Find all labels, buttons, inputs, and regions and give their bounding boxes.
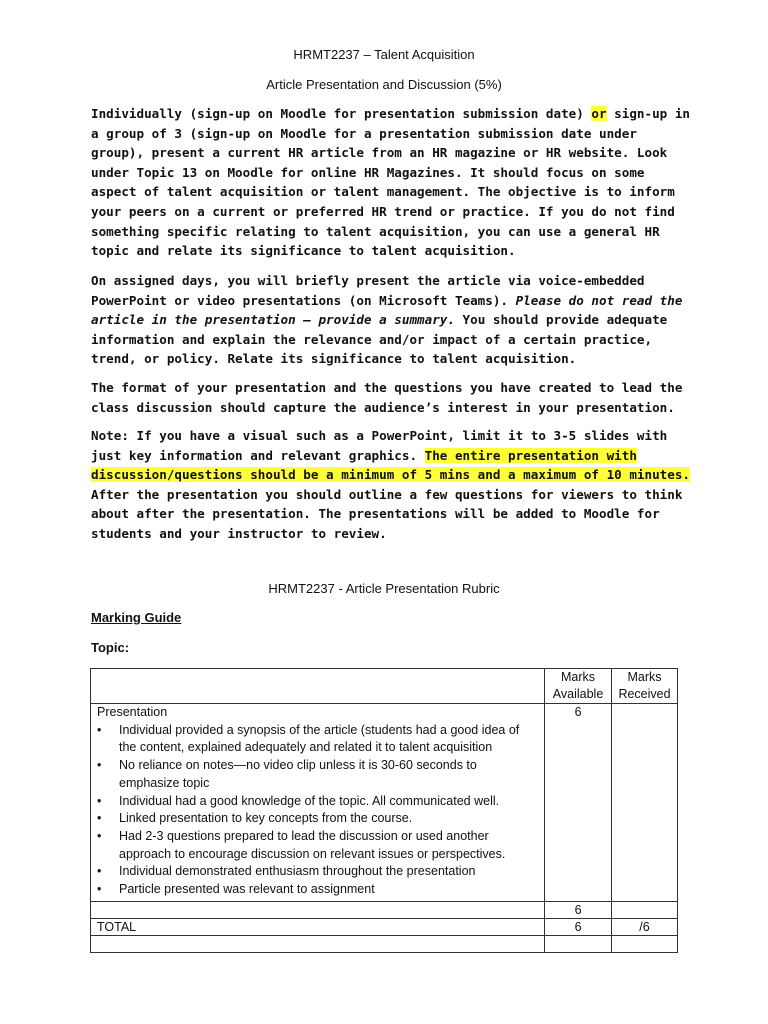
section-marks-available: 6 xyxy=(545,704,612,902)
rubric-header-row xyxy=(91,669,678,704)
presentation-criteria-cell xyxy=(91,704,545,902)
section-label: Presentation xyxy=(97,705,168,719)
total-row xyxy=(91,918,678,935)
topic-label: Topic: xyxy=(91,640,130,655)
list-item: • Individual provided a synopsis of the article (students had a good idea of the content, explained adequately and related it to talent acquisition xyxy=(119,722,538,757)
subtotal-row xyxy=(91,901,678,918)
total-received: /6 xyxy=(612,918,678,935)
blank-cell xyxy=(545,935,612,952)
subtotal-label-cell xyxy=(91,901,545,918)
highlighted-duration: The entire presentation with discussion/questions should be a minimum of 5 mins and a maximum of 10 minutes. xyxy=(91,447,690,483)
total-available: 6 xyxy=(545,918,612,935)
list-item: • Individual demonstrated enthusiasm throughout the presentation xyxy=(119,863,538,881)
list-item: • Linked presentation to key concepts from the course. xyxy=(119,810,538,828)
course-title: HRMT2237 – Talent Acquisition xyxy=(293,47,475,62)
rubric-title: HRMT2237 - Article Presentation Rubric xyxy=(268,581,500,596)
list-item: • Had 2-3 questions prepared to lead the discussion or used another approach to encourage discussion on relevant issues or perspectives. xyxy=(119,828,538,863)
blank-cell xyxy=(91,935,545,952)
section-marks-received xyxy=(612,704,678,902)
instructions-paragraph-2: On assigned days, you will briefly present the article via voice-embedded PowerPoint or video presentations (on Microsoft Teams). Please do not read the article in the presentation – provide a summary. You should provide adequate information and explain the relevance and/or impact of a certain practice, trend, or policy. Relate its significance to talent acquisition. xyxy=(91,273,683,367)
instructions-paragraph-4: Note: If you have a visual such as a PowerPoint, limit it to 3-5 slides with just key information and relevant graphics. The entire presentation with discussion/questions should be a minimum of 5 mins and a maximum of 10 minutes. After the presentation you should outline a few questions for viewers to think about after the presentation. The presentations will be added to Moodle for students and your instructor to review. xyxy=(91,428,690,541)
marking-guide-heading: Marking Guide xyxy=(91,610,182,625)
list-item: • Particle presented was relevant to assignment xyxy=(119,881,538,899)
marks-available-header: Marks Available xyxy=(545,669,612,704)
assignment-title: Article Presentation and Discussion (5%) xyxy=(266,77,502,92)
instructions-paragraph-1: Individually (sign-up on Moodle for presentation submission date) or sign-up in a group of 3 (sign-up on Moodle for a presentation submission date under group), present a current HR article from an HR magazine or HR website. Look under Topic 13 on Moodle for online HR Magazines. It should focus on some aspect of talent acquisition or talent management. The objective is to inform your peers on a current or preferred HR trend or practice. If you do not find something specific relating to talent acquisition, you can use a general HR topic and relate its significance to talent acquisition. xyxy=(91,106,690,259)
presentation-row xyxy=(91,704,678,902)
criteria-header-cell xyxy=(91,669,545,704)
criteria-list xyxy=(97,722,538,899)
list-item: • No reliance on notes—no video clip unless it is 30-60 seconds to emphasize topic xyxy=(119,757,538,792)
blank-row xyxy=(91,935,678,952)
total-label: TOTAL xyxy=(91,918,545,935)
subtotal-received-cell xyxy=(612,901,678,918)
list-item: • Individual had a good knowledge of the topic. All communicated well. xyxy=(119,793,538,811)
subtotal-marks: 6 xyxy=(545,901,612,918)
blank-cell xyxy=(612,935,678,952)
marks-received-header: Marks Received xyxy=(612,669,678,704)
highlighted-or: or xyxy=(591,106,607,121)
instructions-paragraph-3: The format of your presentation and the questions you have created to lead the class discussion should capture the audience’s interest in your presentation. xyxy=(91,380,683,415)
rubric-table xyxy=(90,668,678,953)
